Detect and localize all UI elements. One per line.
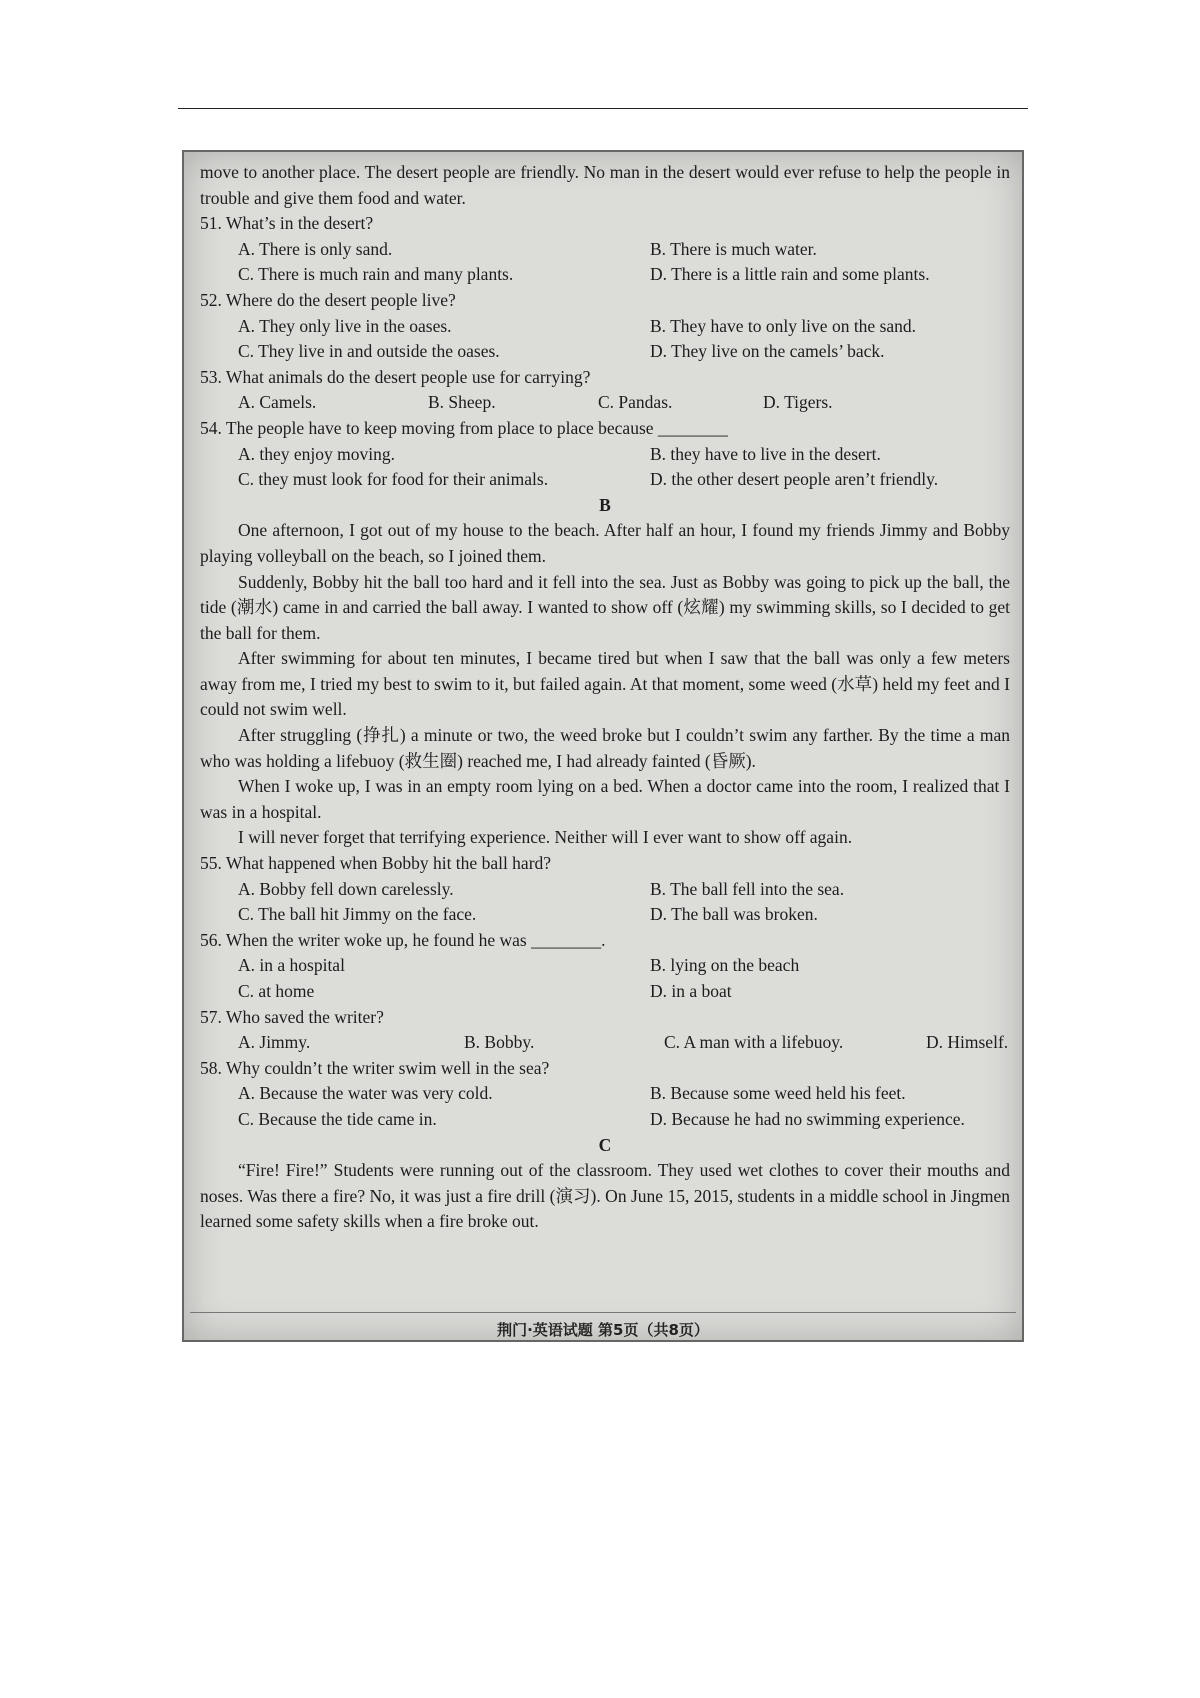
question-57 (200, 1005, 1010, 1056)
option-a: A. They only live in the oases. (238, 315, 452, 336)
question-stem: 53. What animals do the desert people use for carrying? (200, 366, 591, 387)
question-53 (200, 365, 1010, 416)
question-stem: 57. Who saved the writer? (200, 1006, 384, 1027)
option-b: B. They have to only live on the sand. (650, 315, 917, 336)
question-stem: 51. What’s in the desert? (200, 213, 374, 234)
option-d: D. The ball was broken. (650, 904, 818, 925)
option-a: A. they enjoy moving. (238, 443, 395, 464)
option-b: B. they have to live in the desert. (650, 443, 881, 464)
option-c: C. Pandas. (598, 392, 673, 413)
option-c: C. A man with a lifebuoy. (664, 1032, 844, 1053)
option-a: A. Jimmy. (238, 1032, 311, 1053)
question-56 (200, 928, 1010, 1005)
option-a: A. Bobby fell down carelessly. (238, 878, 454, 899)
option-d: D. They live on the camels’ back. (650, 341, 885, 362)
passage-b-paragraph-3: After swimming for about ten minutes, I became tired but when I saw that the ball was only a few meters away from me, I tried my best to swim to it, but failed again. At that moment, some weed (水草) held my feet and I could not swim well. (200, 648, 1010, 720)
option-b: B. Sheep. (428, 392, 496, 413)
option-a: A. Camels. (238, 392, 317, 413)
section-b-label: B (599, 494, 611, 515)
question-54 (200, 416, 1010, 493)
option-d: D. Because he had no swimming experience. (650, 1108, 965, 1129)
question-stem: 56. When the writer woke up, he found he was ________. (200, 929, 606, 950)
question-52 (200, 288, 1010, 365)
option-c: C. There is much rain and many plants. (238, 264, 514, 285)
option-c: C. The ball hit Jimmy on the face. (238, 904, 477, 925)
question-51 (200, 211, 1010, 288)
option-a: A. in a hospital (238, 955, 345, 976)
question-stem: 52. Where do the desert people live? (200, 289, 456, 310)
page-footer: 荆门·英语试题 第5页（共8页） (497, 1321, 709, 1339)
passage-b-paragraph-2: Suddenly, Bobby hit the ball too hard and it fell into the sea. Just as Bobby was going to pick up the ball, the tide (潮水) came in and carried the ball away. I wanted to show off (炫耀) my swimming skills, so I decided to get the ball for them. (200, 571, 1010, 643)
option-c: C. at home (238, 981, 315, 1001)
question-stem: 54. The people have to keep moving from place to place because ________ (200, 417, 728, 438)
passage-b-paragraph-1: One afternoon, I got out of my house to the beach. After half an hour, I found my friends Jimmy and Bobby playing volleyball on the beach, so I joined them. (200, 520, 1010, 566)
header-rule (178, 108, 1028, 109)
question-stem: 58. Why couldn’t the writer swim well in the sea? (200, 1057, 550, 1078)
option-d: D. There is a little rain and some plants. (650, 264, 930, 285)
option-a: A. There is only sand. (238, 238, 393, 259)
option-d: D. in a boat (650, 981, 732, 1001)
question-58 (200, 1056, 1010, 1133)
option-b: B. Bobby. (464, 1032, 535, 1053)
option-a: A. Because the water was very cold. (238, 1083, 493, 1104)
passage-a-ending: move to another place. The desert people are friendly. No man in the desert would ever refuse to help the people in trouble and give them food and water. (200, 162, 1010, 208)
option-d: D. the other desert people aren’t friendly. (650, 469, 939, 490)
question-55 (200, 851, 1010, 928)
passage-b-paragraph-6: I will never forget that terrifying experience. Neither will I ever want to show off again. (238, 827, 853, 848)
question-stem: 55. What happened when Bobby hit the ball hard? (200, 853, 552, 874)
option-c: C. They live in and outside the oases. (238, 341, 500, 362)
footer-rule (190, 1312, 1016, 1313)
option-c: C. Because the tide came in. (238, 1108, 437, 1129)
option-b: B. lying on the beach (650, 955, 800, 976)
option-d: D. Tigers. (763, 392, 833, 413)
option-b: B. The ball fell into the sea. (650, 878, 845, 899)
option-c: C. they must look for food for their animals. (238, 469, 549, 490)
passage-c-paragraph: “Fire! Fire!” Students were running out of the classroom. They used wet clothes to cover their mouths and noses. Was there a fire? No, it was just a fire drill (演习). On June 15, 2015, students in a middle school in Jingmen learned some safety skills when a fire broke out. (200, 1160, 1010, 1232)
passage-b-paragraph-4: After struggling (挣扎) a minute or two, the weed broke but I couldn’t swim any farther. By the time a man who was holding a lifebuoy (救生圈) reached me, I had already fainted (昏厥). (200, 725, 1010, 771)
option-d: D. Himself. (926, 1032, 1009, 1053)
passage-b-paragraph-5: When I woke up, I was in an empty room lying on a bed. When a doctor came into the room, I realized that I was in a hospital. (200, 776, 1010, 822)
scanned-exam-page (182, 150, 1024, 1342)
option-b: B. There is much water. (650, 238, 817, 259)
section-c-label: C (598, 1134, 612, 1155)
page-content (200, 160, 1010, 1235)
option-b: B. Because some weed held his feet. (650, 1083, 906, 1104)
